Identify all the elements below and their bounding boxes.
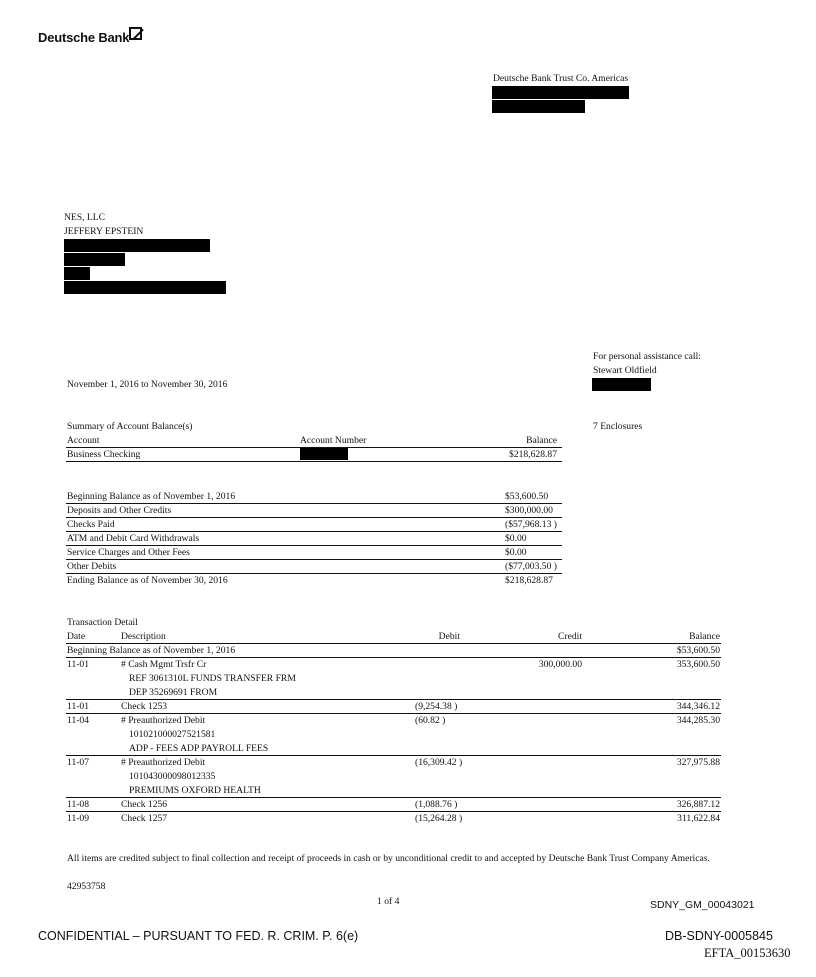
tx-description: Check 1256 xyxy=(121,799,168,810)
balance-value: ($77,003.50 ) xyxy=(505,561,557,572)
summary-col-account: Account xyxy=(67,435,100,446)
tx-description: # Preauthorized Debit xyxy=(121,757,206,768)
balance-value: $53,600.50 xyxy=(505,491,549,502)
bank-name: Deutsche Bank Trust Co. Americas xyxy=(493,73,629,84)
tx-balance: 327,975.88 xyxy=(676,757,720,768)
redaction-recipient-2 xyxy=(64,253,125,266)
balance-value: $0.00 xyxy=(505,547,527,558)
summary-account-name: Business Checking xyxy=(67,449,141,460)
summary-col-balance: Balance xyxy=(526,435,557,446)
tx-description-detail: DEP 35269691 FROM xyxy=(129,687,218,698)
balance-label: Other Debits xyxy=(67,561,117,572)
balance-value: $300,000.00 xyxy=(505,505,553,516)
redaction-phone xyxy=(592,378,651,391)
balance-rule xyxy=(66,559,562,560)
tx-balance: 326,887.12 xyxy=(676,799,720,810)
tx-col-debit: Debit xyxy=(438,631,460,642)
balance-rule xyxy=(66,517,562,518)
tx-description-detail: REF 3061310L FUNDS TRANSFER FRM xyxy=(129,673,296,684)
tx-col-date: Date xyxy=(67,631,86,642)
balance-value: ($57,968.13 ) xyxy=(505,519,557,530)
balance-rule xyxy=(66,531,562,532)
tx-beginning-label: Beginning Balance as of November 1, 2016 xyxy=(67,645,236,656)
tx-date: 11-01 xyxy=(67,659,90,670)
tx-col-description: Description xyxy=(121,631,166,642)
tx-description-detail: ADP - FEES ADP PAYROLL FEES xyxy=(129,743,269,754)
tx-row-rule xyxy=(66,699,721,700)
tx-col-balance: Balance xyxy=(689,631,720,642)
tx-description: # Cash Mgmt Trsfr Cr xyxy=(121,659,207,670)
bank-logo-text: Deutsche Bank xyxy=(38,30,130,45)
tx-col-credit: Credit xyxy=(558,631,582,642)
tx-credit: 300,000.00 xyxy=(538,659,582,670)
balance-label: Checks Paid xyxy=(67,519,115,530)
tx-description: Check 1253 xyxy=(121,701,168,712)
summary-col-number: Account Number xyxy=(300,435,367,446)
tx-row-rule xyxy=(66,811,721,812)
tx-debit: (60.82 ) xyxy=(415,715,446,726)
redaction-bank-address-1 xyxy=(492,86,629,99)
tx-description-detail: PREMIUMS OXFORD HEALTH xyxy=(129,785,261,796)
balance-rule xyxy=(66,503,562,504)
tx-row-rule xyxy=(66,713,721,714)
tx-description-detail: 101021000027521581 xyxy=(129,729,216,740)
enclosures-count: 7 Enclosures xyxy=(593,421,643,432)
summary-account-balance: $218,628.87 xyxy=(509,449,557,460)
tx-date: 11-01 xyxy=(67,701,90,712)
tx-beginning-value: $53,600.50 xyxy=(676,645,720,656)
assistance-name: Stewart Oldfield xyxy=(593,365,657,376)
redaction-recipient-3 xyxy=(64,267,90,280)
balance-label: Deposits and Other Credits xyxy=(67,505,172,516)
tx-debit: (15,264.28 ) xyxy=(415,813,463,824)
redaction-recipient-1 xyxy=(64,239,210,252)
efta-number: EFTA_00153630 xyxy=(704,946,791,960)
tx-balance: 311,622.84 xyxy=(677,813,720,824)
tx-balance: 344,285.30 xyxy=(676,715,720,726)
summary-row-rule xyxy=(66,461,562,462)
tx-date: 11-04 xyxy=(67,715,90,726)
balance-label: Ending Balance as of November 30, 2016 xyxy=(67,575,228,586)
summary-title: Summary of Account Balance(s) xyxy=(67,421,193,432)
statement-period: November 1, 2016 to November 30, 2016 xyxy=(67,379,228,390)
balance-value: $0.00 xyxy=(505,533,527,544)
statement-code: 42953758 xyxy=(67,881,106,892)
tx-debit: (1,088.76 ) xyxy=(415,799,458,810)
confidential-notice: CONFIDENTIAL – PURSUANT TO FED. R. CRIM. P. 6(e) xyxy=(38,929,359,943)
balance-label: ATM and Debit Card Withdrawals xyxy=(67,533,200,544)
redaction-bank-address-2 xyxy=(492,100,585,113)
bates-number-2: DB-SDNY-0005845 xyxy=(665,929,773,943)
tx-description-detail: 101043000098012335 xyxy=(129,771,216,782)
redaction-recipient-4 xyxy=(64,281,226,294)
tx-debit: (16,309.42 ) xyxy=(415,757,463,768)
transactions-title: Transaction Detail xyxy=(67,617,138,628)
tx-row-rule xyxy=(66,755,721,756)
tx-balance: 344,346.12 xyxy=(676,701,720,712)
balance-label: Service Charges and Other Fees xyxy=(67,547,190,558)
tx-header-rule xyxy=(66,643,721,644)
balance-label: Beginning Balance as of November 1, 2016 xyxy=(67,491,236,502)
bank-logo-icon xyxy=(129,27,142,40)
tx-row-rule xyxy=(66,797,721,798)
redaction-account-number xyxy=(300,448,348,460)
page-number: 1 of 4 xyxy=(377,896,400,907)
tx-description: # Preauthorized Debit xyxy=(121,715,206,726)
balance-value: $218,628.87 xyxy=(505,575,553,586)
balance-rule xyxy=(66,573,562,574)
tx-beginning-rule xyxy=(66,657,721,658)
tx-date: 11-07 xyxy=(67,757,90,768)
disclaimer: All items are credited subject to final collection and receipt of proceeds in cash or by unconditional credit to and accepted by Deutsche Bank Trust Company Americas. xyxy=(67,853,710,864)
tx-debit: (9,254.38 ) xyxy=(415,701,458,712)
tx-date: 11-08 xyxy=(67,799,90,810)
recipient-line1: NES, LLC xyxy=(64,212,106,223)
balance-rule xyxy=(66,545,562,546)
tx-balance: 353,600.50 xyxy=(676,659,720,670)
assistance-label: For personal assistance call: xyxy=(593,351,701,362)
recipient-line2: JEFFERY EPSTEIN xyxy=(64,226,144,237)
tx-date: 11-09 xyxy=(67,813,90,824)
tx-description: Check 1257 xyxy=(121,813,168,824)
bates-number-1: SDNY_GM_00043021 xyxy=(650,899,755,911)
